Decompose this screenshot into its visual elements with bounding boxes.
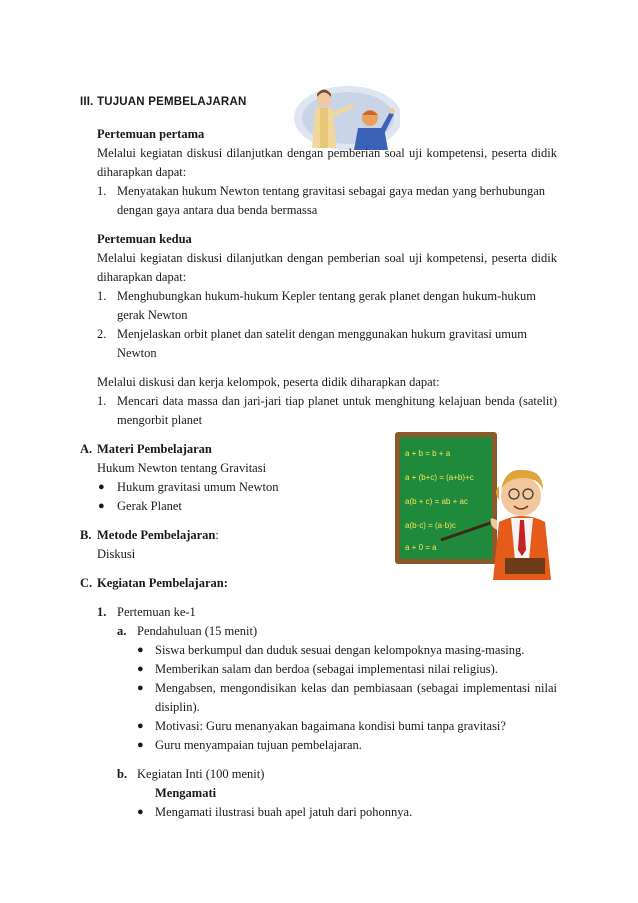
pendahuluan-item-2: Memberikan salam dan berdoa (sebagai implementasi nilai religius). bbox=[155, 662, 498, 676]
pertemuan-pertama-intro-line2: diharapkan dapat: bbox=[97, 165, 187, 179]
mengamati-item-1: Mengamati ilustrasi buah apel jatuh dari pohonnya. bbox=[155, 805, 413, 819]
pertemuan-pertama-item1-line2: dengan gaya antara dua benda bermassa bbox=[117, 203, 318, 217]
sub-label-b: b. bbox=[117, 767, 128, 781]
pertemuan-kedua-item1-line2: gerak Newton bbox=[117, 308, 188, 322]
materi-subtitle: Hukum Newton tentang Gravitasi bbox=[97, 461, 267, 475]
bullet-icon: ● bbox=[98, 500, 105, 512]
pendahuluan-item-5: Guru menyampaian tujuan pembelajaran. bbox=[155, 738, 362, 752]
list-number: 2. bbox=[97, 327, 107, 341]
teacher-chalkboard-illustration bbox=[393, 430, 553, 580]
list-number: 1. bbox=[97, 605, 107, 619]
mengamati-heading: Mengamati bbox=[155, 786, 217, 800]
pertemuan-pertama-intro-line1: Melalui kegiatan diskusi dilanjutkan dengan pemberian soal uji kompetensi, peserta didik bbox=[97, 146, 557, 160]
metode-pembelajaran-heading: Metode Pembelajaran bbox=[97, 528, 216, 542]
bullet-icon: ● bbox=[137, 739, 144, 751]
pendahuluan-item-3-line1: Mengabsen, mengondisikan kelas dan pembiasaan (sebagai implementasi nilai bbox=[155, 681, 557, 695]
bullet-icon: ● bbox=[137, 720, 144, 732]
list-number: 1. bbox=[97, 289, 107, 303]
pertemuan-kedua-item1-line1: Menghubungkan hukum-hukum Kepler tentang gerak planet dengan hukum-hukum bbox=[117, 289, 537, 303]
chalk-line-5: a + 0 = a bbox=[405, 543, 437, 552]
pertemuan-kedua-intro-line1: Melalui kegiatan diskusi dilanjutkan dengan pemberian soal uji kompetensi, peserta didik bbox=[97, 251, 557, 265]
bullet-icon: ● bbox=[137, 644, 144, 656]
pendahuluan-title: Pendahuluan (15 menit) bbox=[137, 624, 258, 638]
section-label-a: A. bbox=[80, 442, 93, 456]
list-number: 1. bbox=[97, 394, 107, 408]
bullet-icon: ● bbox=[98, 481, 105, 493]
pertemuan-pertama-heading: Pertemuan pertama bbox=[97, 127, 205, 141]
metode-value: Diskusi bbox=[97, 547, 136, 561]
bullet-icon: ● bbox=[137, 806, 144, 818]
kerja-kelompok-item1-line1: Mencari data massa dan jari-jari tiap planet untuk menghitung kelajuan benda (satelit) bbox=[117, 394, 557, 408]
pendahuluan-item-3-line2: disiplin). bbox=[155, 700, 200, 714]
pendahuluan-item-4: Motivasi: Guru menanyakan bagaimana kondisi bumi tanpa gravitasi? bbox=[155, 719, 506, 733]
materi-pembelajaran-heading: Materi Pembelajaran bbox=[97, 442, 212, 456]
bullet-icon: ● bbox=[137, 682, 144, 694]
section-label-c: C. bbox=[80, 576, 93, 590]
section-label-b: B. bbox=[80, 528, 92, 542]
kerja-kelompok-intro: Melalui diskusi dan kerja kelompok, peserta didik diharapkan dapat: bbox=[97, 375, 440, 389]
sub-label-a: a. bbox=[117, 624, 127, 638]
section-heading-tujuan: III. TUJUAN PEMBELAJARAN bbox=[80, 96, 247, 108]
pertemuan-kedua-item2-line2: Newton bbox=[117, 346, 157, 360]
kerja-kelompok-item1-line2: mengorbit planet bbox=[117, 413, 203, 427]
materi-bullet-1: Hukum gravitasi umum Newton bbox=[117, 480, 279, 494]
materi-bullet-2: Gerak Planet bbox=[117, 499, 182, 513]
metode-colon: : bbox=[215, 528, 219, 542]
chalk-line-2: a + (b+c) = (a+b)+c bbox=[405, 473, 474, 482]
pertemuan-ke1-label: Pertemuan ke-1 bbox=[117, 605, 196, 619]
pertemuan-pertama-item1-line1: Menyatakan hukum Newton tentang gravitasi sebagai gaya medan yang berhubungan bbox=[117, 184, 545, 198]
chalk-line-4: a(b·c) = (a·b)c bbox=[405, 521, 456, 530]
pertemuan-kedua-item2-line1: Menjelaskan orbit planet dan satelit dengan menggunakan hukum gravitasi umum bbox=[117, 327, 527, 341]
pertemuan-kedua-heading: Pertemuan kedua bbox=[97, 232, 192, 246]
kegiatan-pembelajaran-heading: Kegiatan Pembelajaran: bbox=[97, 576, 228, 590]
chalk-line-3: a(b + c) = ab + ac bbox=[405, 497, 468, 506]
bullet-icon: ● bbox=[137, 663, 144, 675]
teacher-student-illustration bbox=[290, 82, 400, 150]
list-number: 1. bbox=[97, 184, 107, 198]
pendahuluan-item-1: Siswa berkumpul dan duduk sesuai dengan kelompoknya masing-masing. bbox=[155, 643, 525, 657]
chalk-line-1: a + b = b + a bbox=[405, 449, 451, 458]
pertemuan-kedua-intro-line2: diharapkan dapat: bbox=[97, 270, 187, 284]
metode-heading-row bbox=[97, 527, 219, 543]
kegiatan-inti-title: Kegiatan Inti (100 menit) bbox=[137, 767, 265, 781]
